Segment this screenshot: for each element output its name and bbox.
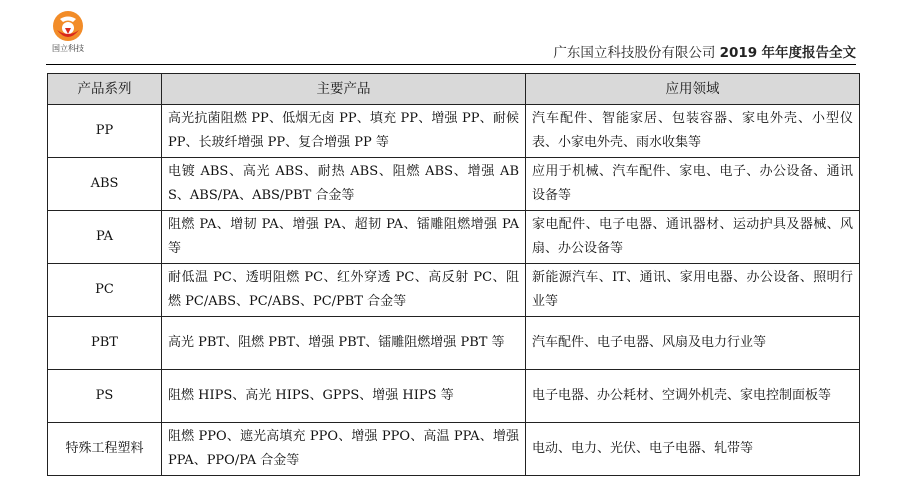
table-row: [48, 370, 860, 423]
table-row: [48, 317, 860, 370]
series-cell: PC: [48, 264, 162, 317]
applications-cell: 汽车配件、智能家居、包装容器、家电外壳、小型仪表、小家电外壳、雨水收集等: [526, 105, 860, 158]
table-row: [48, 105, 860, 158]
products-cell: 阻燃 PA、增韧 PA、增强 PA、超韧 PA、镭雕阻燃增强 PA 等: [162, 211, 526, 264]
product-table: [47, 73, 860, 476]
series-cell: PBT: [48, 317, 162, 370]
series-cell: 特殊工程塑料: [48, 423, 162, 476]
column-header-products: 主要产品: [162, 74, 526, 105]
products-cell: 高光抗菌阻燃 PP、低烟无卤 PP、填充 PP、增强 PP、耐候 PP、长玻纤增强 PP、复合增强 PP 等: [162, 105, 526, 158]
applications-cell: 应用于机械、汽车配件、家电、电子、办公设备、通讯设备等: [526, 158, 860, 211]
table-header-row: [48, 74, 860, 105]
column-header-series: 产品系列: [48, 74, 162, 105]
series-cell: PS: [48, 370, 162, 423]
table-row: [48, 423, 860, 476]
products-cell: 耐低温 PC、透明阻燃 PC、红外穿透 PC、高反射 PC、阻燃 PC/ABS、PC/ABS、PC/PBT 合金等: [162, 264, 526, 317]
report-year: 2019: [719, 45, 758, 61]
series-cell: PA: [48, 211, 162, 264]
report-title: 年年度报告全文: [761, 45, 856, 61]
applications-cell: 电动、电力、光伏、电子电器、轧带等: [526, 423, 860, 476]
applications-cell: 新能源汽车、IT、通讯、家用电器、办公设备、照明行业等: [526, 264, 860, 317]
applications-cell: 汽车配件、电子电器、风扇及电力行业等: [526, 317, 860, 370]
table-row: [48, 211, 860, 264]
series-cell: PP: [48, 105, 162, 158]
products-cell: 高光 PBT、阻燃 PBT、增强 PBT、镭雕阻燃增强 PBT 等: [162, 317, 526, 370]
header-divider: [46, 64, 856, 65]
company-name: 广东国立科技股份有限公司: [553, 45, 716, 61]
table-row: [48, 264, 860, 317]
column-header-applications: 应用领域: [526, 74, 860, 105]
products-cell: 阻燃 HIPS、高光 HIPS、GPPS、增强 HIPS 等: [162, 370, 526, 423]
document-header: [553, 44, 856, 62]
logo-text: 国立科技: [52, 44, 84, 53]
series-cell: ABS: [48, 158, 162, 211]
company-logo: [44, 10, 92, 54]
applications-cell: 家电配件、电子电器、通讯器材、运动护具及器械、风扇、办公设备等: [526, 211, 860, 264]
guoli-logo-icon: [51, 10, 85, 42]
products-cell: 阻燃 PPO、遮光高填充 PPO、增强 PPO、高温 PPA、增强 PPA、PPO/PA 合金等: [162, 423, 526, 476]
applications-cell: 电子电器、办公耗材、空调外机壳、家电控制面板等: [526, 370, 860, 423]
products-cell: 电镀 ABS、高光 ABS、耐热 ABS、阻燃 ABS、增强 ABS、ABS/PA、ABS/PBT 合金等: [162, 158, 526, 211]
table-row: [48, 158, 860, 211]
